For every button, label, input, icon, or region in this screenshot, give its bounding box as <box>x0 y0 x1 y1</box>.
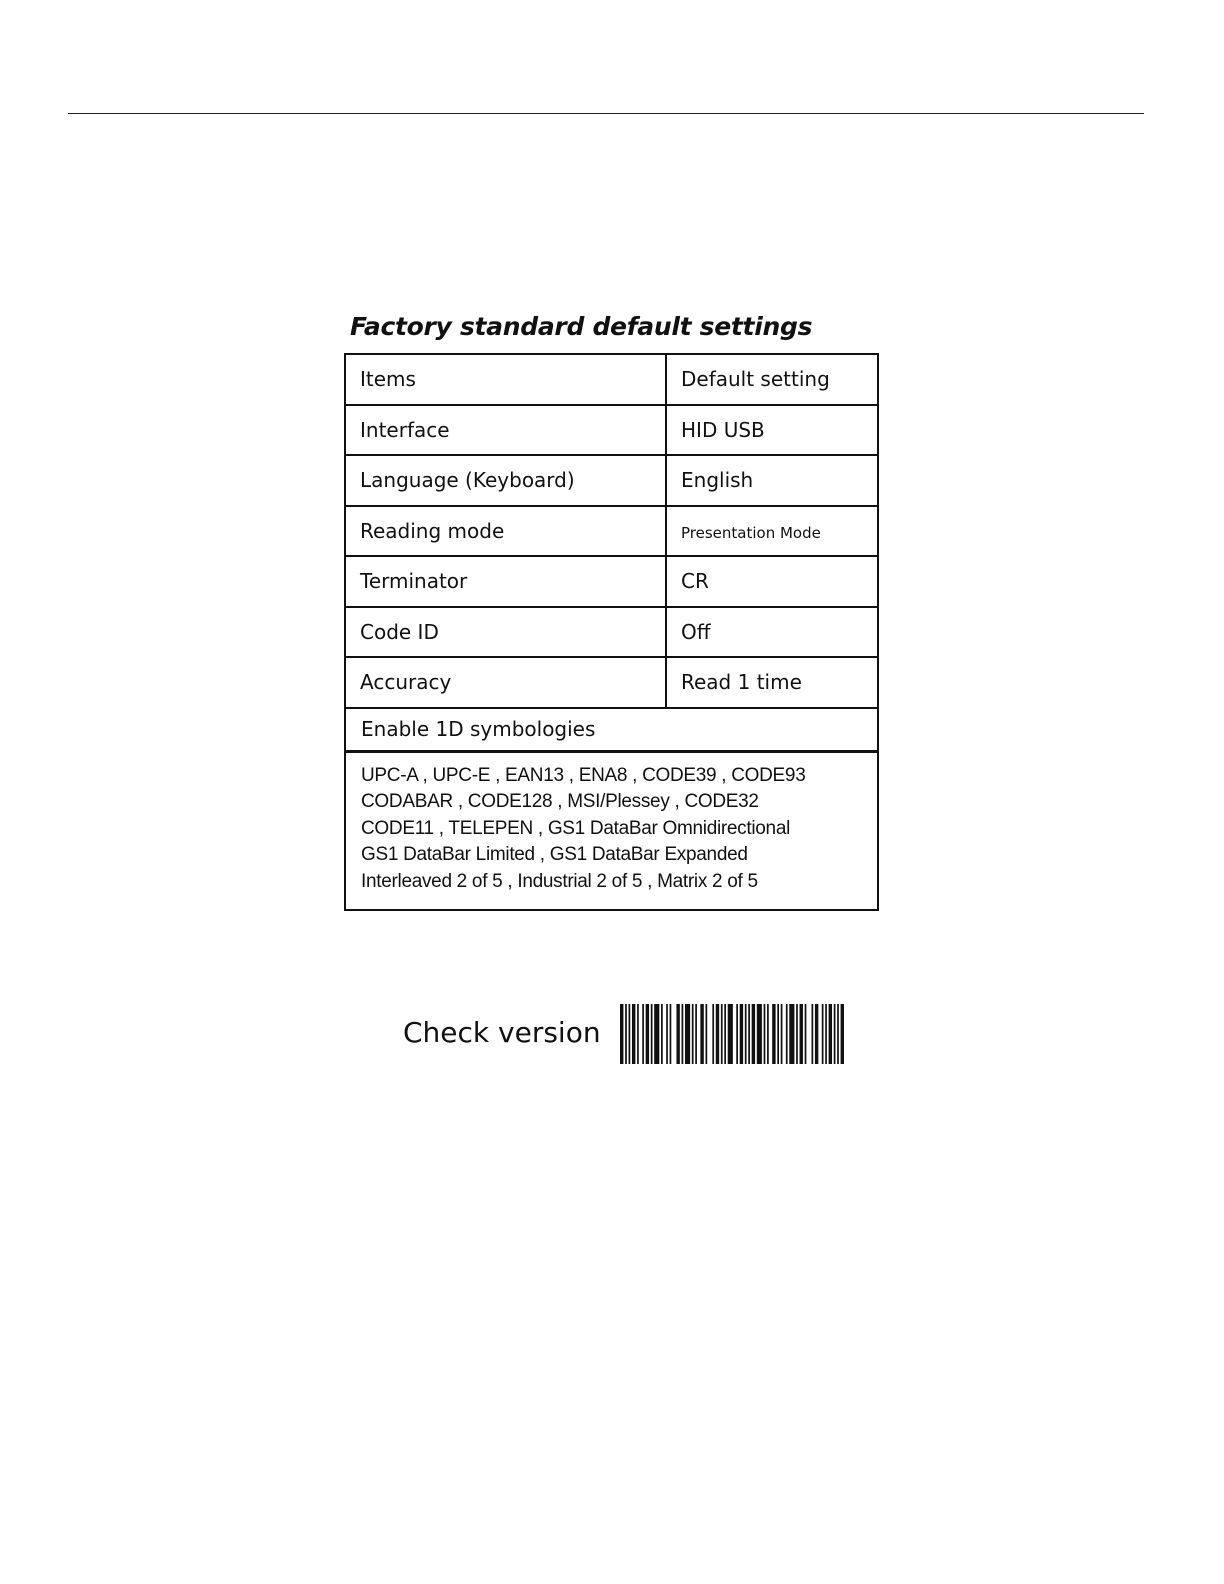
symbology-line: Interleaved 2 of 5 , Industrial 2 of 5 , Matrix 2 of 5 <box>361 870 758 892</box>
barcode-bar <box>712 1004 714 1064</box>
barcode-bar <box>825 1004 827 1064</box>
barcode-bar <box>666 1004 668 1064</box>
setting-name: Terminator <box>346 557 667 606</box>
barcode-bar <box>620 1004 623 1064</box>
barcode-bar <box>706 1004 708 1064</box>
barcode-bar <box>642 1004 644 1064</box>
setting-value: Presentation Mode <box>681 523 821 542</box>
symbology-line: CODABAR , CODE128 , MSI/Plessey , CODE32 <box>361 791 759 812</box>
barcode-bar <box>752 1004 755 1064</box>
barcode-bar <box>682 1004 684 1064</box>
barcode-bar <box>670 1004 672 1064</box>
table-row <box>346 658 877 709</box>
setting-name: Reading mode <box>346 507 667 556</box>
table-row <box>346 406 877 457</box>
header-items: Items <box>346 355 667 404</box>
barcode-bar <box>757 1004 762 1064</box>
barcode-bar <box>661 1004 663 1064</box>
table-header-row <box>346 355 877 406</box>
table-row <box>346 507 877 558</box>
barcode-bar <box>646 1004 649 1064</box>
default-settings-table <box>344 353 879 911</box>
barcode-bar <box>745 1004 747 1064</box>
table-row <box>346 608 877 659</box>
barcode-bar <box>822 1004 824 1064</box>
barcode-bar <box>767 1004 769 1064</box>
symbology-line: CODE11 , TELEPEN , GS1 DataBar Omnidirectional <box>361 817 791 839</box>
barcode-bar <box>700 1004 703 1064</box>
setting-name: Language (Keyboard) <box>346 456 667 505</box>
setting-name: Interface <box>346 406 667 455</box>
barcode-bar <box>654 1004 659 1064</box>
barcode-bar <box>829 1004 832 1064</box>
barcode-bar <box>695 1004 697 1064</box>
setting-name: Accuracy <box>346 658 667 707</box>
barcode-bar <box>724 1004 726 1064</box>
barcode-bar <box>728 1004 733 1064</box>
table-row <box>346 456 877 507</box>
barcode-bar <box>834 1004 836 1064</box>
barcode-bar <box>676 1004 679 1064</box>
barcode-bar <box>772 1004 775 1064</box>
setting-value: English <box>681 468 754 493</box>
barcode-bar <box>805 1004 807 1064</box>
barcode-bar <box>736 1004 738 1064</box>
barcode-bar <box>789 1004 794 1064</box>
enable-1d-symbologies-heading: Enable 1D symbologies <box>346 709 877 753</box>
symbology-line: GS1 DataBar Limited , GS1 DataBar Expanded <box>361 844 748 865</box>
barcode-bar <box>692 1004 694 1064</box>
barcode-bar <box>625 1004 627 1064</box>
barcode-bar <box>781 1004 783 1064</box>
barcode-bar <box>777 1004 779 1064</box>
barcode-bar <box>812 1004 814 1064</box>
setting-value: Read 1 time <box>681 670 802 695</box>
barcode-bar <box>837 1004 839 1064</box>
barcode-bar <box>786 1004 788 1064</box>
barcode-bar <box>651 1004 653 1064</box>
barcode-bar <box>748 1004 750 1064</box>
barcode-bar <box>632 1004 635 1064</box>
setting-value: HID USB <box>681 417 765 442</box>
barcode-bar <box>629 1004 631 1064</box>
barcode-bar <box>800 1004 803 1064</box>
header-rule <box>68 113 1144 114</box>
barcode-bar <box>716 1004 719 1064</box>
page-title: Factory standard default settings <box>350 312 813 341</box>
setting-value: Off <box>681 619 711 644</box>
check-version-label: Check version <box>403 1016 601 1049</box>
barcode-bar <box>637 1004 639 1064</box>
table-row <box>346 557 877 608</box>
barcode-bar <box>685 1004 690 1064</box>
symbology-line: UPC-A , UPC-E , EAN13 , ENA8 , CODE39 , CODE93 <box>361 764 806 786</box>
barcode-icon <box>620 1004 844 1064</box>
header-default-setting: Default setting <box>681 367 830 392</box>
barcode-bar <box>764 1004 766 1064</box>
barcode-bar <box>740 1004 743 1064</box>
barcode-bar <box>841 1004 844 1064</box>
setting-name: Code ID <box>346 608 667 657</box>
barcode-bar <box>721 1004 723 1064</box>
symbologies-list <box>346 753 877 909</box>
barcode-bar <box>815 1004 818 1064</box>
setting-value: CR <box>681 569 709 594</box>
barcode-bar <box>796 1004 798 1064</box>
